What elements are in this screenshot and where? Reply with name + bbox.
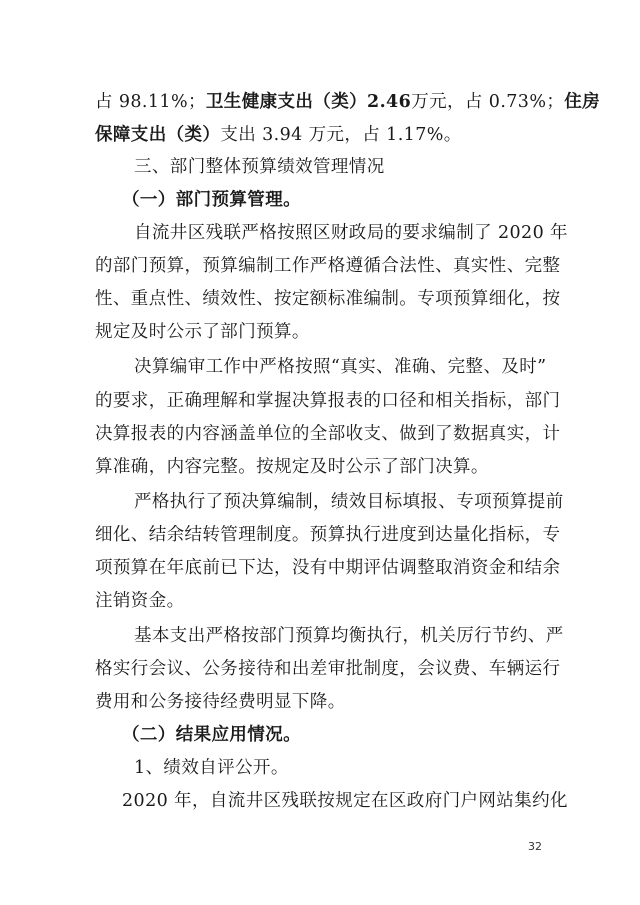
paragraph-line: 2020 年，自流井区残联按规定在区政府门户网站集约化 [122, 791, 568, 811]
paragraph-line: 注销资金。 [95, 591, 185, 611]
page-number: 32 [528, 840, 542, 853]
paragraph-line: 的要求，正确理解和掌握决算报表的口径和相关指标，部门 [95, 391, 561, 411]
paragraph-line: 决算编审工作中严格按照“真实、准确、完整、及时” [134, 357, 547, 377]
paragraph-line: 占 98.11%；卫生健康支出（类）2.46万元，占 0.73%；住房 [95, 92, 601, 112]
paragraph-line: 的部门预算，预算编制工作严格遵循合法性、真实性、完整 [95, 256, 561, 276]
paragraph-line: 1、绩效自评公开。 [134, 758, 289, 778]
paragraph-line: 费用和公务接待经费明显下降。 [95, 692, 346, 712]
paragraph-line: 严格执行了预决算编制，绩效目标填报、专项预算提前 [134, 492, 564, 512]
paragraph-line: 自流井区残联严格按照区财政局的要求编制了 2020 年 [134, 223, 568, 243]
section-heading: 三、部门整体预算绩效管理情况 [134, 157, 385, 177]
paragraph-line: 规定及时公示了部门预算。 [95, 322, 310, 342]
paragraph-line: 算准确，内容完整。按规定及时公示了部门决算。 [95, 457, 489, 477]
paragraph-line: 项预算在年底前已下达，没有中期评估调整取消资金和结余 [95, 558, 561, 578]
paragraph-line: 保障支出（类）支出 3.94 万元，占 1.17%。 [95, 125, 462, 145]
paragraph-line: 基本支出严格按部门预算均衡执行，机关厉行节约、严 [134, 626, 564, 646]
paragraph-line: 格实行会议、公务接待和出差审批制度，会议费、车辆运行 [95, 659, 561, 679]
paragraph-line: 性、重点性、绩效性、按定额标准编制。专项预算细化，按 [95, 289, 561, 309]
subsection-heading: （二）结果应用情况。 [122, 725, 301, 745]
paragraph-line: 决算报表的内容涵盖单位的全部收支、做到了数据真实，计 [95, 424, 561, 444]
paragraph-line: 细化、结余结转管理制度。预算执行进度到达量化指标，专 [95, 525, 561, 545]
subsection-heading: （一）部门预算管理。 [122, 190, 301, 210]
